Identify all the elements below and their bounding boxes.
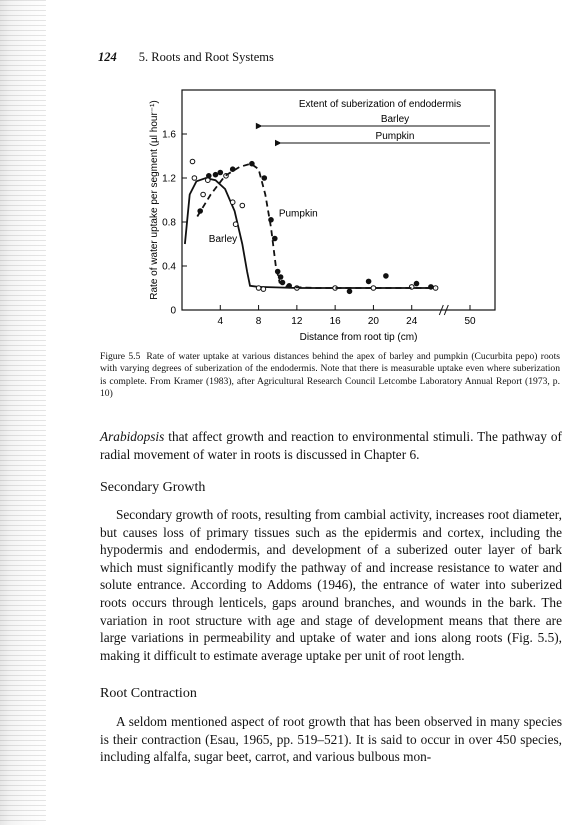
data-point-pumpkin bbox=[269, 218, 274, 223]
paragraph-continuation-text: that affect growth and reaction to environmental stimuli. The pathway of radial movement of water in roots is discussed in Chapter 6. bbox=[100, 429, 562, 462]
series-line-pumpkin bbox=[197, 164, 435, 288]
data-point-pumpkin bbox=[287, 284, 292, 289]
figure-caption bbox=[100, 351, 560, 400]
paragraph-continuation bbox=[100, 428, 562, 463]
y-tick-label: 1.2 bbox=[162, 173, 176, 185]
data-point-pumpkin bbox=[230, 167, 235, 172]
y-tick-label: 0 bbox=[170, 305, 176, 317]
y-tick-label: 0.8 bbox=[162, 217, 176, 229]
data-point-barley bbox=[256, 286, 261, 291]
running-head bbox=[98, 50, 274, 65]
suberization-arrow-label: Pumpkin bbox=[375, 131, 415, 142]
page-number: 124 bbox=[98, 50, 117, 64]
data-point-pumpkin bbox=[250, 161, 255, 166]
x-axis-label: Distance from root tip (cm) bbox=[299, 332, 418, 343]
data-point-pumpkin bbox=[280, 280, 285, 285]
x-tick-label: 8 bbox=[255, 316, 262, 327]
data-point-pumpkin bbox=[347, 289, 352, 294]
x-tick-label: 24 bbox=[406, 316, 418, 327]
scan-binding-edge bbox=[0, 0, 46, 825]
paragraph-secondary-growth: Secondary growth of roots, resulting from cambial activity, increases root diameter, but causes loss of primary tissues such as the epidermis and cortex, including the hypodermis and endodermis, and development of a suberized outer layer of bark which must significantly modify the pathway of and increase resistance to water and solute entrance. According to Addoms (1946), the entrance of water into suberized roots occurs through lenticels, gaps around branches, and wounds in the bark. The variation in root structure with age and stage of development means that there are large variations in permeability and uptake of water and ions along roots (Fig. 5.5), making it difficult to estimate average uptake per unit of root length. bbox=[100, 507, 562, 663]
data-point-barley bbox=[230, 200, 235, 205]
series-label-barley: Barley bbox=[208, 234, 238, 245]
data-point-barley bbox=[201, 192, 206, 197]
data-point-barley bbox=[192, 176, 197, 181]
figure-caption-label: Figure 5.5 bbox=[100, 351, 141, 362]
series-label-pumpkin: Pumpkin bbox=[278, 208, 318, 220]
heading-root-contraction: Root Contraction bbox=[100, 686, 197, 701]
data-point-pumpkin bbox=[275, 269, 280, 274]
data-point-pumpkin bbox=[207, 174, 212, 179]
chapter-title: 5. Roots and Root Systems bbox=[138, 50, 274, 64]
data-point-pumpkin bbox=[384, 274, 389, 279]
data-point-pumpkin bbox=[273, 236, 278, 241]
legend-title: Extent of suberization of endodermis bbox=[298, 99, 462, 110]
x-tick-label: 50 bbox=[464, 316, 476, 327]
x-tick-label: 16 bbox=[329, 316, 341, 327]
y-axis-label: Rate of water uptake per segment (µl hour⁻¹) bbox=[149, 100, 160, 300]
data-point-pumpkin bbox=[213, 172, 218, 177]
figure-caption-text: Rate of water uptake at various distances behind the apex of barley and pumpkin (Cucurbita pepo) roots with varying degrees of suberization of the endodermis. Note that there is measurable uptake even where suberization is complete. From Kramer (1983), after Agricultural Research Council Letcombe Laboratory Annual Report (1973, p. 10) bbox=[100, 351, 560, 399]
y-tick-label: 1.6 bbox=[162, 129, 176, 141]
x-tick-label: 12 bbox=[291, 316, 303, 327]
data-point-pumpkin bbox=[198, 209, 203, 214]
x-tick-label: 4 bbox=[217, 316, 224, 327]
data-point-barley bbox=[261, 287, 266, 292]
data-point-barley bbox=[206, 178, 211, 183]
data-point-pumpkin bbox=[366, 279, 371, 284]
suberization-arrow-label: Barley bbox=[380, 114, 410, 125]
data-point-pumpkin bbox=[414, 281, 419, 286]
x-tick-label: 20 bbox=[367, 316, 379, 327]
data-point-barley bbox=[433, 286, 438, 291]
paragraph-first-word: Arabidopsis bbox=[100, 429, 165, 444]
data-point-pumpkin bbox=[218, 170, 223, 175]
figure-chart bbox=[140, 80, 500, 345]
data-point-pumpkin bbox=[262, 176, 267, 181]
y-tick-label: 0.4 bbox=[162, 261, 176, 273]
data-point-barley bbox=[240, 203, 245, 208]
data-point-barley bbox=[371, 286, 376, 291]
heading-secondary-growth: Secondary Growth bbox=[100, 480, 206, 495]
data-point-barley bbox=[190, 159, 195, 164]
data-point-pumpkin bbox=[429, 285, 434, 290]
paragraph-root-contraction: A seldom mentioned aspect of root growth that has been observed in many species is their contraction (Esau, 1965, pp. 519–521). It is said to occur in over 450 species, including alfalfa, sugar beet, carrot, and various bulbous mon- bbox=[100, 714, 562, 765]
data-point-barley bbox=[233, 222, 238, 227]
series-line-barley bbox=[185, 178, 436, 288]
data-point-pumpkin bbox=[278, 275, 283, 280]
